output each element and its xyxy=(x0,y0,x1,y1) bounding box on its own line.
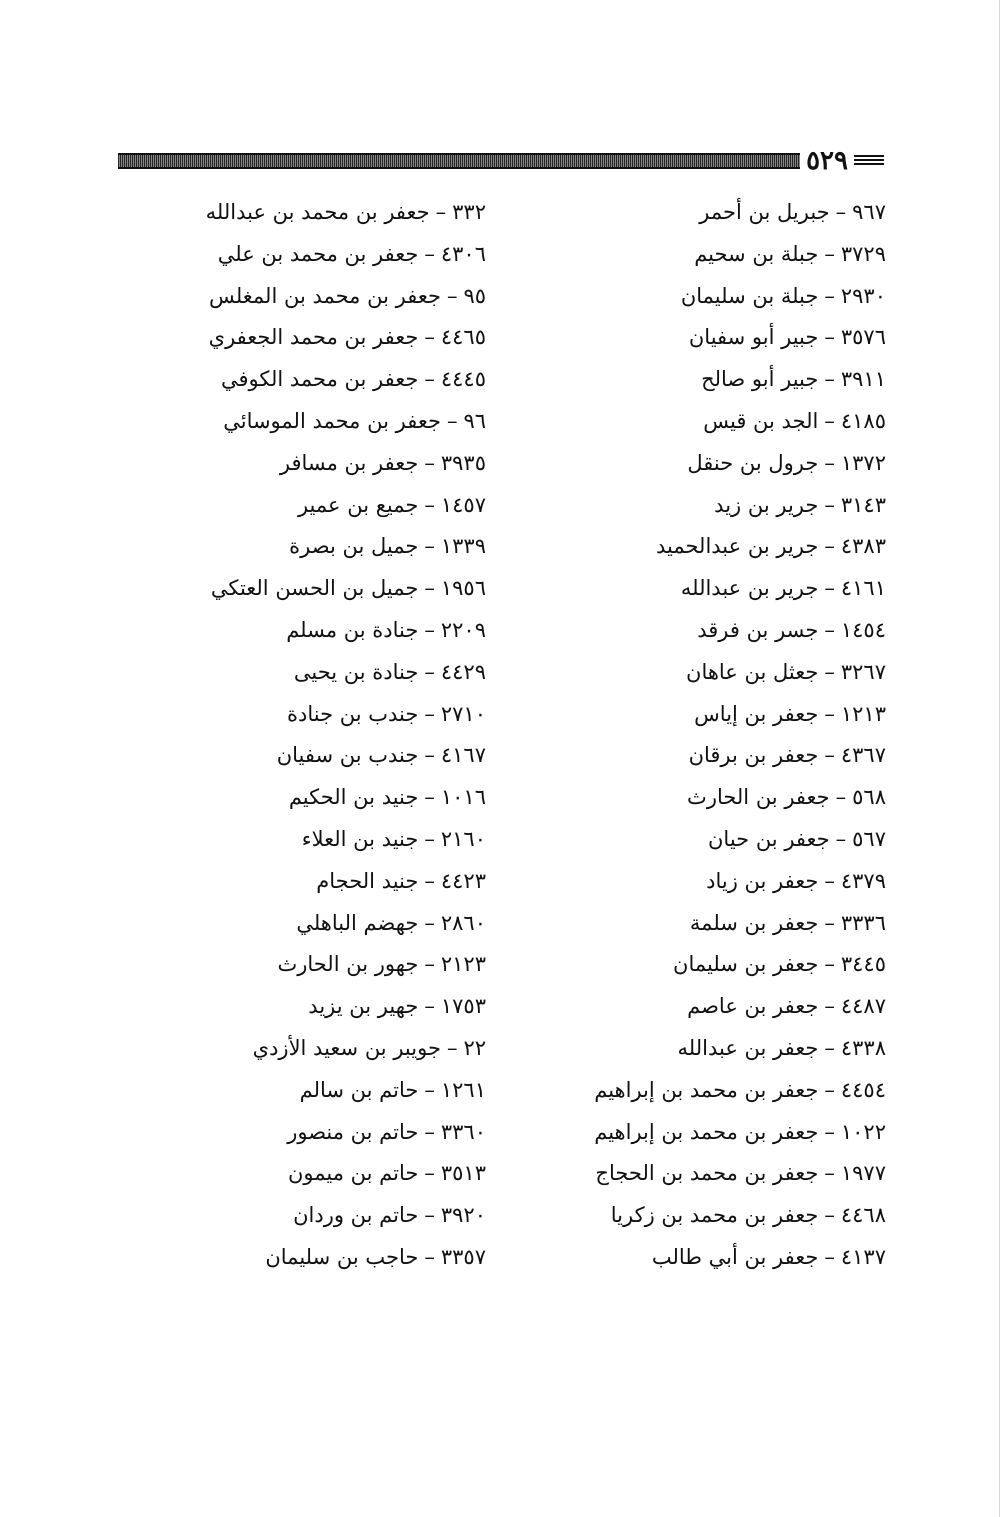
index-entry xyxy=(556,1237,886,1279)
entry-number: ٤٤٦٨ xyxy=(840,1203,886,1228)
entry-name: حاتم بن وردان xyxy=(293,1203,419,1228)
entry-number: ٤١٣٧ xyxy=(840,1244,886,1269)
entry-number: ٤٣٨٣ xyxy=(840,534,886,559)
index-entry xyxy=(156,443,486,485)
index-entry xyxy=(556,1153,886,1195)
index-entry xyxy=(156,1195,486,1237)
entry-number: ٤٣٣٨ xyxy=(840,1035,886,1060)
entry-separator: – xyxy=(424,241,435,266)
index-entry xyxy=(156,192,486,234)
entry-separator: – xyxy=(424,994,435,1019)
index-entry xyxy=(556,317,886,359)
entry-name: جرير بن عبدالحميد xyxy=(656,534,819,559)
entry-separator: – xyxy=(824,492,835,517)
entry-separator: – xyxy=(824,408,835,433)
entry-number: ٩٥ xyxy=(463,283,486,308)
entry-number: ١٠٢٢ xyxy=(840,1119,886,1144)
index-entry xyxy=(556,819,886,861)
entry-number: ٣٥١٣ xyxy=(440,1161,486,1186)
index-entry xyxy=(156,526,486,568)
entry-separator: – xyxy=(424,826,435,851)
entry-separator: – xyxy=(824,1035,835,1060)
entry-name: جعفر بن محمد بن علي xyxy=(217,241,419,266)
entry-number: ٣٤٤٥ xyxy=(840,952,886,977)
entry-number: ٤٣٧٩ xyxy=(840,868,886,893)
index-entry xyxy=(556,1070,886,1112)
entry-separator: – xyxy=(835,826,847,851)
entry-name: جعفر بن محمد بن الحجاج xyxy=(595,1161,819,1186)
index-entry xyxy=(156,1112,486,1154)
entry-separator: – xyxy=(424,701,435,726)
index-entry xyxy=(556,1112,886,1154)
entry-name: جبريل بن أحمر xyxy=(699,200,830,224)
entry-separator: – xyxy=(824,450,835,475)
entry-name: جعفر بن محمد بن إبراهيم xyxy=(594,1077,819,1102)
index-entry xyxy=(556,401,886,443)
index-entry xyxy=(556,861,886,903)
entry-number: ١٤٥٧ xyxy=(440,492,486,517)
entry-number: ٢٢٠٩ xyxy=(440,617,486,642)
entry-name: جعثل بن عاهان xyxy=(686,659,819,684)
entry-number: ١٢١٣ xyxy=(840,701,886,726)
index-entry xyxy=(156,1237,486,1279)
entry-separator: – xyxy=(824,701,835,726)
entry-separator: – xyxy=(824,1077,835,1102)
entry-separator: – xyxy=(824,868,835,893)
entry-separator: – xyxy=(835,785,847,810)
index-entry xyxy=(556,443,886,485)
entry-number: ٤٤٢٣ xyxy=(440,868,486,893)
entry-separator: – xyxy=(824,952,835,977)
index-entry xyxy=(156,1028,486,1070)
entry-name: جبلة بن سليمان xyxy=(680,283,819,308)
index-entry xyxy=(156,986,486,1028)
entry-name: حاتم بن منصور xyxy=(287,1119,419,1144)
entry-name: جهضم الباهلي xyxy=(296,910,419,935)
entry-number: ٤١٦٧ xyxy=(440,743,486,768)
index-entry xyxy=(156,735,486,777)
entry-separator: – xyxy=(424,617,435,642)
entry-number: ٢١٢٣ xyxy=(440,952,486,977)
entry-name: جميع بن عمير xyxy=(297,492,419,517)
entry-number: ٢٢ xyxy=(463,1035,486,1060)
entry-name: جويبر بن سعيد الأزدي xyxy=(252,1035,441,1060)
entry-number: ٢٩٣٠ xyxy=(840,283,886,308)
entry-name: جنادة بن يحيى xyxy=(293,659,419,684)
entry-number: ٤٤٥٤ xyxy=(840,1077,886,1102)
entry-name: جبير أبو صالح xyxy=(701,367,819,392)
entry-separator: – xyxy=(824,534,835,559)
entry-separator: – xyxy=(424,492,435,517)
entry-separator: – xyxy=(424,1077,435,1102)
entry-number: ١٣٣٩ xyxy=(440,534,486,559)
entry-number: ٩٦ xyxy=(463,408,486,433)
entry-separator: – xyxy=(824,1161,835,1186)
index-entry xyxy=(556,652,886,694)
entry-separator: – xyxy=(824,1203,835,1228)
index-entry xyxy=(156,1070,486,1112)
entry-name: جعفر بن سلمة xyxy=(689,910,819,935)
entry-separator: – xyxy=(824,367,835,392)
entry-number: ٣٣٢ xyxy=(452,200,486,224)
index-entry xyxy=(556,777,886,819)
entry-name: حاتم بن ميمون xyxy=(287,1161,419,1186)
entry-name: جعفر بن أبي طالب xyxy=(651,1244,819,1269)
entry-number: ١٠١٦ xyxy=(440,785,486,810)
entry-number: ١٧٥٣ xyxy=(440,994,486,1019)
index-entry xyxy=(556,694,886,736)
entry-separator: – xyxy=(424,1119,435,1144)
index-entry xyxy=(156,359,486,401)
entry-name: جعفر بن محمد الكوفي xyxy=(221,367,419,392)
entry-separator: – xyxy=(424,659,435,684)
index-entry xyxy=(156,861,486,903)
entry-name: جميل بن بصرة xyxy=(289,534,419,559)
entry-name: جعفر بن محمد بن عبدالله xyxy=(205,200,430,224)
entry-name: جرول بن حنقل xyxy=(687,450,819,475)
entry-name: جنادة بن مسلم xyxy=(286,617,419,642)
entry-number: ٤١٨٥ xyxy=(840,408,886,433)
entry-number: ٣٣٦٠ xyxy=(440,1119,486,1144)
index-entry xyxy=(556,276,886,318)
entry-separator: – xyxy=(424,743,435,768)
entry-separator: – xyxy=(824,1119,835,1144)
entry-name: جعفر بن برقان xyxy=(688,743,819,768)
entry-separator: – xyxy=(424,367,435,392)
index-entry xyxy=(156,485,486,527)
entry-number: ٣٣٣٦ xyxy=(840,910,886,935)
index-entry xyxy=(156,317,486,359)
index-entry xyxy=(156,652,486,694)
entry-name: جهور بن الحارث xyxy=(277,952,419,977)
header-rule-short xyxy=(854,155,884,167)
entry-number: ٩٦٧ xyxy=(852,200,886,224)
entry-number: ٤٣٦٧ xyxy=(840,743,886,768)
header-rule xyxy=(118,153,800,169)
index-entry xyxy=(156,944,486,986)
entry-number: ٤٤٢٩ xyxy=(440,659,486,684)
entry-name: جسر بن فرقد xyxy=(697,617,819,642)
entry-number: ٤٣٠٦ xyxy=(440,241,486,266)
entry-separator: – xyxy=(424,450,435,475)
entry-name: حاجب بن سليمان xyxy=(265,1244,419,1269)
entry-separator: – xyxy=(446,283,458,308)
entry-name: جميل بن الحسن العتكي xyxy=(210,576,419,601)
entry-name: جعفر بن عاصم xyxy=(687,994,819,1019)
index-entry xyxy=(156,694,486,736)
entry-number: ٢٧١٠ xyxy=(440,701,486,726)
entry-separator: – xyxy=(824,743,835,768)
entry-number: ٤٤٦٥ xyxy=(440,325,486,350)
entry-separator: – xyxy=(424,1161,435,1186)
entry-name: جنيد الحجام xyxy=(316,868,419,893)
entry-name: جعفر بن سليمان xyxy=(673,952,819,977)
entry-separator: – xyxy=(824,283,835,308)
entry-separator: – xyxy=(424,325,435,350)
entry-name: جندب بن سفيان xyxy=(276,743,419,768)
entry-name: جبلة بن سحيم xyxy=(694,241,819,266)
entry-number: ١٩٥٦ xyxy=(440,576,486,601)
entry-name: جهير بن يزيد xyxy=(308,994,419,1019)
entry-name: جنيد بن العلاء xyxy=(301,826,419,851)
index-entry xyxy=(156,777,486,819)
entry-number: ٣٩١١ xyxy=(840,367,886,392)
entry-name: جنيد بن الحكيم xyxy=(288,785,419,810)
entry-name: جعفر بن مسافر xyxy=(279,450,419,475)
entry-number: ٢٨٦٠ xyxy=(440,910,486,935)
entry-separator: – xyxy=(424,534,435,559)
entry-name: جعفر بن زياد xyxy=(706,868,819,893)
entry-number: ٥٦٨ xyxy=(852,785,886,810)
entry-number: ١٣٧٢ xyxy=(840,450,886,475)
entry-separator: – xyxy=(446,1035,458,1060)
index-column-right xyxy=(556,192,886,1279)
index-entry xyxy=(556,192,886,234)
index-entry xyxy=(556,234,886,276)
entry-separator: – xyxy=(424,952,435,977)
entry-separator: – xyxy=(424,868,435,893)
index-column-left xyxy=(156,192,486,1279)
scan-margin-line xyxy=(999,0,1000,1517)
index-entry xyxy=(556,903,886,945)
index-entry xyxy=(156,610,486,652)
index-entry xyxy=(556,568,886,610)
index-entry xyxy=(556,1195,886,1237)
entry-number: ٤٤٤٥ xyxy=(440,367,486,392)
entry-separator: – xyxy=(824,576,835,601)
entry-separator: – xyxy=(824,617,835,642)
entry-number: ٢١٦٠ xyxy=(440,826,486,851)
entry-number: ١٤٥٤ xyxy=(840,617,886,642)
entry-number: ١٢٦١ xyxy=(440,1077,486,1102)
entry-number: ١٩٧٧ xyxy=(840,1161,886,1186)
entry-separator: – xyxy=(424,1203,435,1228)
entry-name: جعفر بن محمد الجعفري xyxy=(208,325,419,350)
entry-name: جرير بن زيد xyxy=(714,492,819,517)
entry-separator: – xyxy=(824,325,835,350)
entry-separator: – xyxy=(435,200,447,224)
index-entry xyxy=(556,485,886,527)
index-entry xyxy=(156,819,486,861)
index-entry xyxy=(556,610,886,652)
index-entry xyxy=(156,903,486,945)
entry-separator: – xyxy=(424,576,435,601)
entry-number: ٣٣٥٧ xyxy=(440,1244,486,1269)
entry-separator: – xyxy=(824,994,835,1019)
index-entry xyxy=(156,401,486,443)
index-entry xyxy=(156,1153,486,1195)
entry-name: جعفر بن محمد الموسائي xyxy=(223,408,441,433)
index-entry xyxy=(556,735,886,777)
entry-name: جعفر بن محمد بن زكريا xyxy=(610,1203,819,1228)
entry-separator: – xyxy=(424,910,435,935)
entry-number: ٤١٦١ xyxy=(840,576,886,601)
index-entry xyxy=(156,276,486,318)
entry-number: ٣٧٢٩ xyxy=(840,241,886,266)
index-entry xyxy=(556,944,886,986)
entry-number: ٣٥٧٦ xyxy=(840,325,886,350)
entry-name: جعفر بن محمد بن إبراهيم xyxy=(594,1119,819,1144)
entry-separator: – xyxy=(824,659,835,684)
entry-number: ٤٤٨٧ xyxy=(840,994,886,1019)
index-entry xyxy=(556,526,886,568)
entry-number: ٣٩٣٥ xyxy=(440,450,486,475)
entry-number: ٣١٤٣ xyxy=(840,492,886,517)
entry-number: ٣٢٦٧ xyxy=(840,659,886,684)
index-entry xyxy=(156,568,486,610)
page-number: ٥٢٩ xyxy=(806,146,848,176)
entry-name: الجد بن قيس xyxy=(703,408,819,433)
index-entry xyxy=(556,1028,886,1070)
index-entry xyxy=(556,359,886,401)
entry-name: جعفر بن الحارث xyxy=(687,785,830,810)
entry-separator: – xyxy=(446,408,458,433)
entry-name: جبير أبو سفيان xyxy=(688,325,819,350)
entry-name: جندب بن جنادة xyxy=(287,701,419,726)
entry-number: ٥٦٧ xyxy=(852,826,886,851)
entry-name: جعفر بن حيان xyxy=(708,826,830,851)
entry-separator: – xyxy=(835,200,847,224)
index-entry xyxy=(556,986,886,1028)
entry-separator: – xyxy=(424,785,435,810)
entry-name: جعفر بن محمد بن المغلس xyxy=(209,283,441,308)
entry-name: جعفر بن عبدالله xyxy=(677,1035,819,1060)
entry-separator: – xyxy=(824,1244,835,1269)
entry-name: جرير بن عبدالله xyxy=(680,576,819,601)
page-header xyxy=(118,146,884,176)
entry-name: حاتم بن سالم xyxy=(299,1077,419,1102)
entry-name: جعفر بن إياس xyxy=(694,701,819,726)
entry-separator: – xyxy=(424,1244,435,1269)
index-entry xyxy=(156,234,486,276)
entry-separator: – xyxy=(824,241,835,266)
entry-number: ٣٩٢٠ xyxy=(440,1203,486,1228)
entry-separator: – xyxy=(824,910,835,935)
